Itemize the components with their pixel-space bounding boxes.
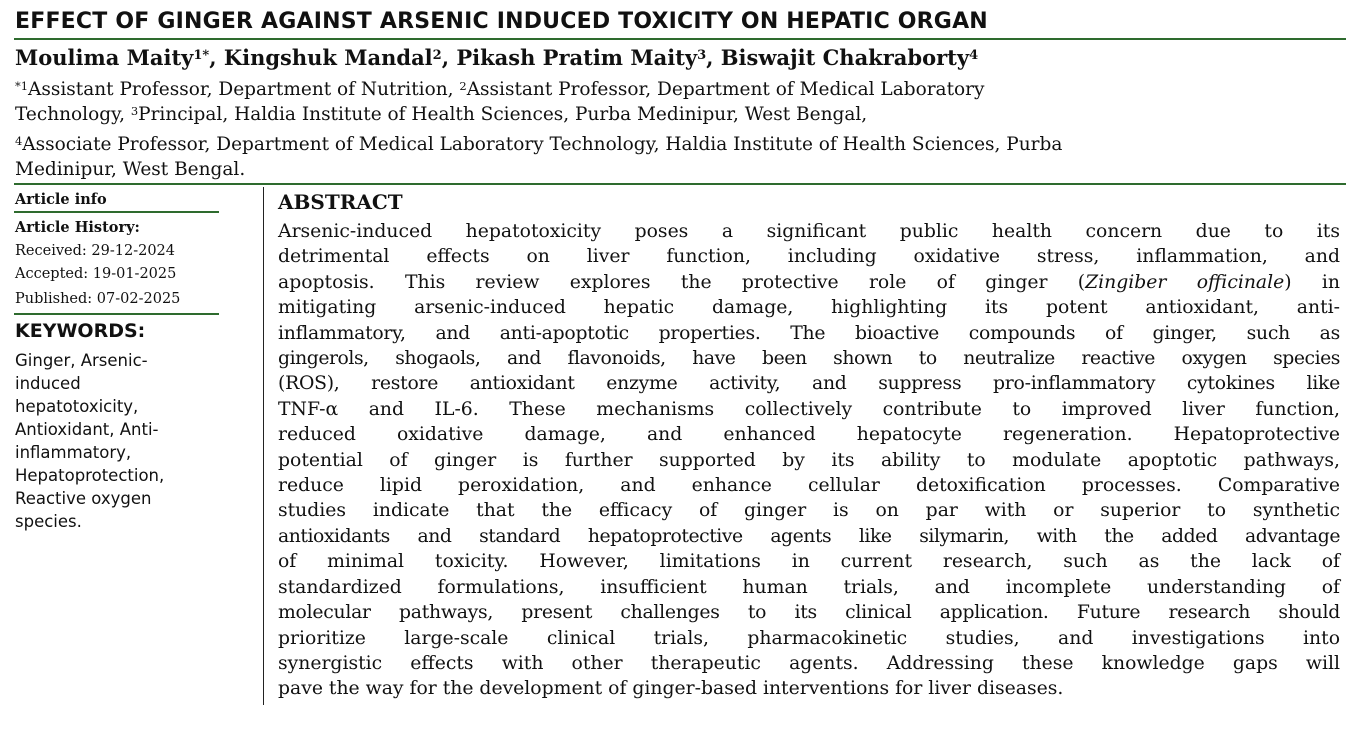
received-date: Received: 29-12-2024 xyxy=(15,243,175,259)
abstract-line: mitigating arsenic-induced hepatic damage, highlighting its potent antioxidant, anti- xyxy=(278,297,1340,319)
column-divider xyxy=(263,187,264,705)
abstract-body xyxy=(278,219,1340,702)
keywords-list xyxy=(15,349,215,533)
title-rule xyxy=(14,38,1346,40)
keyword-line: hepatotoxicity, xyxy=(15,397,139,416)
author-sup: 2 xyxy=(432,48,442,64)
keyword-line: Reactive oxygen xyxy=(15,489,152,508)
accepted-date: Accepted: 19-01-2025 xyxy=(15,266,177,282)
article-history-label: Article History: xyxy=(15,219,140,236)
author-name: Moulima Maity xyxy=(15,45,194,70)
abstract-line: prioritize large-scale clinical trials, pharmacokinetic studies, and investigations into xyxy=(278,627,1340,649)
keywords-heading: KEYWORDS: xyxy=(15,320,146,342)
author-name: Kingshuk Mandal xyxy=(223,45,433,70)
article-history-rule xyxy=(14,313,219,315)
abstract-line: gingerols, shogaols, and flavonoids, have been shown to neutralize reactive oxygen species xyxy=(278,348,1340,370)
keyword-line: induced xyxy=(15,374,81,393)
species-name: Zingiber officinale xyxy=(1085,271,1285,293)
abstract-line: (ROS), restore antioxidant enzyme activity, and suppress pro-inflammatory cytokines like xyxy=(278,373,1340,395)
affiliation-line: $^4$Associate Professor, Department of Medical Laboratory Technology, Haldia Institute of Health Sciences, Purba xyxy=(15,133,1063,155)
keyword-line: inflammatory, xyxy=(15,443,132,462)
affiliation-line: Technology, $^3$Principal, Haldia Institute of Health Sciences, Purba Medinipur, West Bengal, xyxy=(15,103,868,125)
keyword-line: Antioxidant, Anti- xyxy=(15,420,159,439)
abstract-line: detrimental effects on liver function, including oxidative stress, inflammation, and xyxy=(278,246,1340,268)
abstract-line: reduced oxidative damage, and enhanced hepatocyte regeneration. Hepatoprotective xyxy=(278,424,1340,446)
keyword-line: Ginger, Arsenic- xyxy=(15,351,148,370)
abstract-line: molecular pathways, present challenges to its clinical application. Future research should xyxy=(278,602,1340,624)
published-date: Published: 07-02-2025 xyxy=(15,291,181,307)
author-name: Biswajit Chakraborty xyxy=(720,45,970,70)
abstract-line: apoptosis. This review explores the protective role of ginger (Zingiber officinale) in xyxy=(278,271,1340,293)
abstract-line: TNF-α and IL-6. These mechanisms collectively contribute to improved liver function, xyxy=(278,398,1340,420)
keyword-line: species. xyxy=(15,512,82,531)
author-list: Moulima Maity$^{1*}$, Kingshuk Mandal$^2$, Pikash Pratim Maity$^3$, Biswajit Chakraborty$^4$ xyxy=(15,45,979,70)
paper-title: EFFECT OF GINGER AGAINST ARSENIC INDUCED TOXICITY ON HEPATIC ORGAN xyxy=(15,9,988,34)
abstract-line: standardized formulations, insufficient human trials, and incomplete understanding of xyxy=(278,576,1340,598)
author-sup: 1* xyxy=(193,48,210,64)
author-sup: 4 xyxy=(969,48,979,64)
affiliation-line: Medinipur, West Bengal. xyxy=(15,159,246,180)
article-info-heading: Article info xyxy=(15,191,107,208)
abstract-line: Arsenic-induced hepatotoxicity poses a significant public health concern due to its xyxy=(278,221,1340,242)
author-name: Pikash Pratim Maity xyxy=(456,45,698,70)
abstract-line: of minimal toxicity. However, limitations in current research, such as the lack of xyxy=(278,551,1340,573)
abstract-line: synergistic effects with other therapeutic agents. Addressing these knowledge gaps will xyxy=(278,652,1340,674)
abstract-line: antioxidants and standard hepatoprotective agents like silymarin, with the added advantage xyxy=(278,525,1340,547)
abstract-heading: ABSTRACT xyxy=(278,190,403,214)
abstract-line: studies indicate that the efficacy of ginger is on par with or superior to synthetic xyxy=(278,500,1340,522)
abstract-line: potential of ginger is further supported by its ability to modulate apoptotic pathways, xyxy=(278,449,1340,471)
article-info-rule xyxy=(14,211,219,213)
abstract-line: pave the way for the development of ginger-based interventions for liver diseases. xyxy=(278,678,1064,700)
keyword-line: Hepatoprotection, xyxy=(15,466,165,485)
author-sup: 3 xyxy=(697,48,707,64)
abstract-line: reduce lipid peroxidation, and enhance cellular detoxification processes. Comparative xyxy=(278,475,1340,497)
abstract-line: inflammatory, and anti-apoptotic properties. The bioactive compounds of ginger, such as xyxy=(278,322,1340,344)
header-rule xyxy=(14,183,1346,185)
affiliation-line: $^{*1}$Assistant Professor, Department of Nutrition, $^2$Assistant Professor, Department of Medical Laboratory xyxy=(15,78,985,100)
